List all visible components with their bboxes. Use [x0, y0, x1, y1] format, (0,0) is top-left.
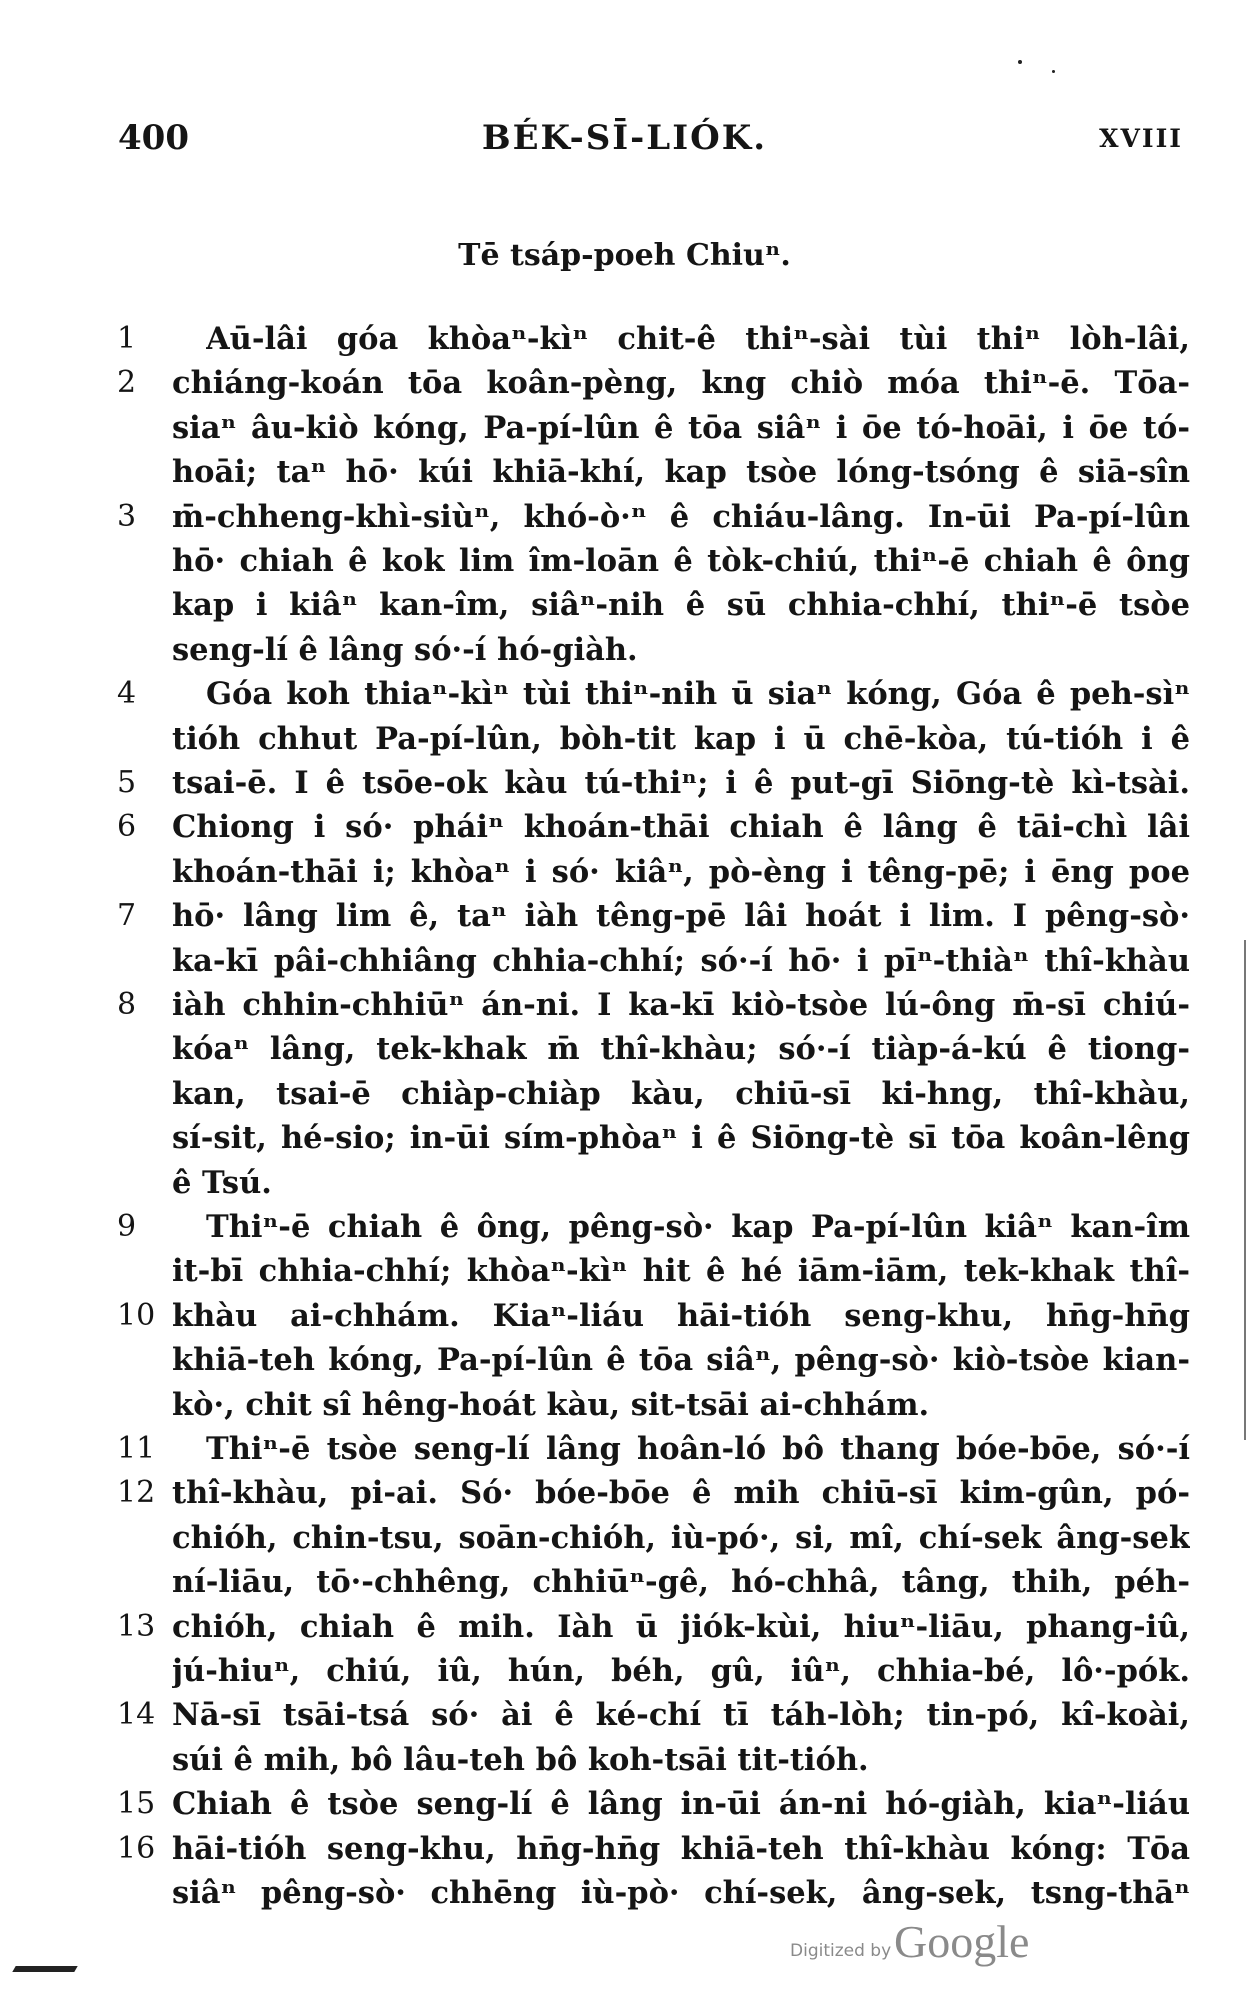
- line-text: ní-liāu, tō·-chhêng, chhiūⁿ-gê, hó-chhâ, tâng, thih, péh-: [172, 1564, 1190, 1600]
- line-text: Nā-sī tsāi-tsá só· ài ê ké-chí tī táh-lòh; tin-pó, kî-koài,: [172, 1697, 1190, 1733]
- text-line: [0, 365, 1249, 410]
- line-text: Chiah ê tsòe seng-lí ê lâng in-ūi án-ni hó-giàh, kiaⁿ-liáu: [172, 1786, 1190, 1822]
- text-line: [0, 1165, 1249, 1210]
- text-line: [0, 1120, 1249, 1165]
- text-line: [0, 854, 1249, 899]
- line-text: hō· lâng lim ê, taⁿ iàh têng-pē lâi hoát i lim. I pêng-sò·: [172, 898, 1190, 934]
- section-title: Tē tsáp-poeh Chiuⁿ.: [458, 238, 791, 273]
- line-text: kan, tsai-ē chiàp-chiàp kàu, chiū-sī ki-hng, thî-khàu,: [172, 1076, 1190, 1112]
- text-line: [0, 1697, 1249, 1742]
- verse-number: 2: [117, 365, 137, 400]
- text-line: [0, 1475, 1249, 1520]
- line-text: hō· chiah ê kok lim îm-loān ê tòk-chiú, thiⁿ-ē chiah ê ông: [172, 543, 1190, 579]
- text-line: [0, 1031, 1249, 1076]
- text-line: [0, 1786, 1249, 1831]
- line-text: chióh, chin-tsu, soān-chióh, iù-pó·, si, mî, chí-sek âng-sek: [172, 1520, 1190, 1556]
- running-header: [0, 118, 1249, 168]
- text-line: [0, 1609, 1249, 1654]
- line-text: kóaⁿ lâng, tek-khak m̄ thî-khàu; só·-í tiàp-á-kú ê tiong-: [172, 1031, 1190, 1067]
- text-line: [0, 1831, 1249, 1876]
- margin-rule: [1244, 940, 1246, 1440]
- line-text: tsai-ē. I ê tsōe-ok kàu tú-thiⁿ; i ê put-gī Siōng-tè kì-tsài.: [172, 765, 1190, 801]
- text-line: [0, 410, 1249, 455]
- text-line: [0, 1875, 1249, 1920]
- text-line: [0, 676, 1249, 721]
- running-title: BÉK-SĪ-LIÓK.: [481, 118, 768, 158]
- line-text: khoán-thāi i; khòaⁿ i só· kiâⁿ, pò-èng i têng-pē; i ēng poe: [172, 854, 1190, 890]
- line-text: chiáng-koán tōa koân-pèng, kng chiò móa thiⁿ-ē. Tōa-: [172, 365, 1190, 401]
- text-line: [0, 499, 1249, 544]
- google-logo-text: Google: [894, 1916, 1030, 1967]
- verse-number: 5: [117, 765, 137, 800]
- text-line: [0, 721, 1249, 766]
- text-line: [0, 1431, 1249, 1476]
- verse-number: 11: [117, 1431, 156, 1466]
- line-text: Chiong i só· pháiⁿ khoán-thāi chiah ê lâng ê tāi-chì lâi: [172, 809, 1190, 845]
- verse-number: 15: [117, 1786, 156, 1821]
- line-text: Thiⁿ-ē tsòe seng-lí lâng hoân-ló bô thang bóe-bōe, só·-í: [206, 1431, 1190, 1467]
- verse-number: 4: [117, 676, 137, 711]
- verse-number: 9: [117, 1209, 137, 1244]
- text-line: [0, 987, 1249, 1032]
- line-text: siâⁿ pêng-sò· chhēng iù-pò· chí-sek, âng-sek, tsng-thāⁿ: [172, 1875, 1190, 1911]
- text-line: [0, 1742, 1249, 1787]
- text-line: [0, 1298, 1249, 1343]
- verse-number: 6: [117, 809, 137, 844]
- scan-mark: [1052, 70, 1055, 73]
- text-line: [0, 809, 1249, 854]
- text-line: [0, 765, 1249, 810]
- text-line: [0, 454, 1249, 499]
- line-text: ka-kī pâi-chhiâng chhia-chhí; só·-í hō· i pīⁿ-thiàⁿ thî-khàu: [172, 943, 1190, 979]
- scan-mark: [1018, 60, 1022, 64]
- text-line: [0, 632, 1249, 677]
- text-line: [0, 1209, 1249, 1254]
- line-text: súi ê mih, bô lâu-teh bô koh-tsāi tit-tióh.: [172, 1742, 869, 1778]
- line-text: siaⁿ âu-kiò kóng, Pa-pí-lûn ê tōa siâⁿ i ōe tó-hoāi, i ōe tó-: [172, 410, 1190, 446]
- line-text: Góa koh thiaⁿ-kìⁿ tùi thiⁿ-nih ū siaⁿ kóng, Góa ê peh-sìⁿ: [206, 676, 1190, 712]
- text-line: [0, 1342, 1249, 1387]
- verse-number: 12: [117, 1475, 156, 1510]
- text-line: [0, 898, 1249, 943]
- line-text: it-bī chhia-chhí; khòaⁿ-kìⁿ hit ê hé iām-iām, tek-khak thî-: [172, 1253, 1190, 1289]
- line-text: thî-khàu, pi-ai. Só· bóe-bōe ê mih chiū-sī kim-gûn, pó-: [172, 1475, 1190, 1511]
- text-line: [0, 543, 1249, 588]
- line-text: tióh chhut Pa-pí-lûn, bòh-tit kap i ū chē-kòa, tú-tióh i ê: [172, 721, 1190, 757]
- line-text: hoāi; taⁿ hō· kúi khiā-khí, kap tsòe lóng-tsóng ê siā-sîn: [172, 454, 1190, 490]
- text-line: [0, 1520, 1249, 1565]
- line-text: ê Tsú.: [172, 1165, 272, 1201]
- verse-number: 13: [117, 1609, 156, 1644]
- line-text: khiā-teh kóng, Pa-pí-lûn ê tōa siâⁿ, pêng-sò· kiò-tsòe kian-: [172, 1342, 1190, 1378]
- line-text: kap i kiâⁿ kan-îm, siâⁿ-nih ê sū chhia-chhí, thiⁿ-ē tsòe: [172, 587, 1190, 623]
- text-line: [0, 1564, 1249, 1609]
- verse-number: 8: [117, 987, 137, 1022]
- line-text: jú-hiuⁿ, chiú, iû, hún, béh, gû, iûⁿ, chhia-bé, lô·-pók.: [172, 1653, 1190, 1689]
- digitized-by-text: Digitized by: [790, 1941, 892, 1961]
- verse-number: 10: [117, 1298, 156, 1333]
- line-text: khàu ai-chhám. Kiaⁿ-liáu hāi-tióh seng-khu, hn̄g-hn̄g: [172, 1298, 1190, 1334]
- verse-number: 7: [117, 898, 137, 933]
- text-line: [0, 943, 1249, 988]
- text-line: [0, 321, 1249, 366]
- chapter-number: XVIII: [1099, 124, 1183, 153]
- text-line: [0, 1076, 1249, 1121]
- line-text: Aū-lâi góa khòaⁿ-kìⁿ chit-ê thiⁿ-sài tùi thiⁿ lòh-lâi,: [206, 321, 1190, 357]
- verse-number: 16: [117, 1831, 156, 1866]
- verse-number: 1: [117, 321, 137, 356]
- text-line: [0, 1387, 1249, 1432]
- verse-number: 14: [117, 1697, 156, 1732]
- line-text: seng-lí ê lâng só·-í hó-giàh.: [172, 632, 638, 668]
- line-text: iàh chhin-chhiūⁿ án-ni. I ka-kī kiò-tsòe lú-ông m̄-sī chiú-: [172, 987, 1190, 1023]
- page-number: 400: [118, 118, 189, 158]
- margin-pointer-mark: [12, 1966, 77, 1972]
- line-text: sí-sit, hé-sio; in-ūi sím-phòaⁿ i ê Siōng-tè sī tōa koân-lêng: [172, 1120, 1190, 1156]
- line-text: chióh, chiah ê mih. Iàh ū jiók-kùi, hiuⁿ-liāu, phang-iû,: [172, 1609, 1190, 1645]
- verse-number: 3: [117, 499, 137, 534]
- text-line: [0, 1253, 1249, 1298]
- line-text: Thiⁿ-ē chiah ê ông, pêng-sò· kap Pa-pí-lûn kiâⁿ kan-îm: [206, 1209, 1190, 1245]
- text-line: [0, 587, 1249, 632]
- line-text: kò·, chit sî hêng-hoát kàu, sit-tsāi ai-chhám.: [172, 1387, 930, 1423]
- line-text: m̄-chheng-khì-siùⁿ, khó-ò·ⁿ ê chiáu-lâng. In-ūi Pa-pí-lûn: [172, 499, 1190, 535]
- line-text: hāi-tióh seng-khu, hn̄g-hn̄g khiā-teh thî-khàu kóng: Tōa: [172, 1831, 1190, 1867]
- text-line: [0, 1653, 1249, 1698]
